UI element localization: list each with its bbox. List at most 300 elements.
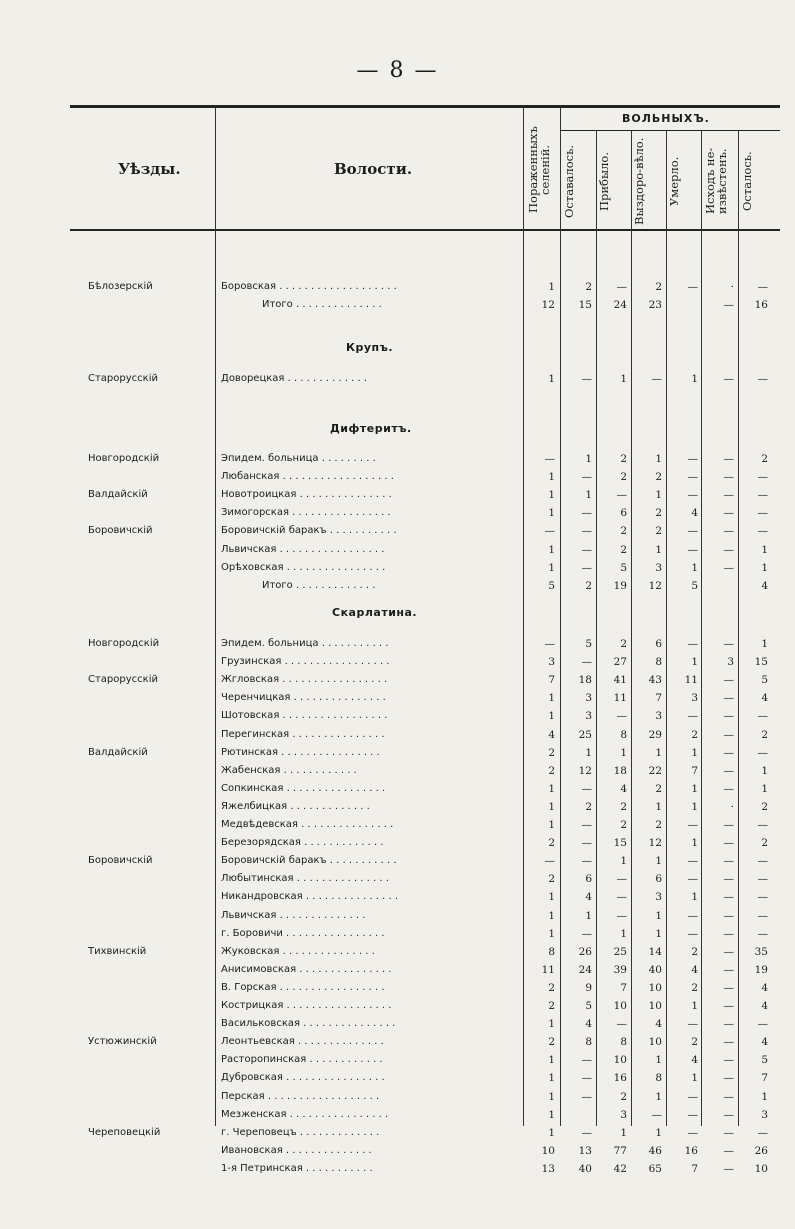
value-cell: 3 bbox=[548, 656, 555, 669]
value-cell: 1 bbox=[691, 1072, 698, 1085]
table-row bbox=[0, 870, 795, 888]
volost-cell: Эпидем. больница . . . . . . . . . . . bbox=[221, 638, 389, 649]
value-cell: 10 bbox=[613, 1000, 627, 1012]
value-cell: 1 bbox=[761, 764, 768, 777]
value-cell: 10 bbox=[648, 981, 662, 994]
value-cell: — bbox=[581, 927, 592, 940]
volost-cell: Никандровская . . . . . . . . . . . . . . . bbox=[221, 891, 399, 903]
value-cell: 2 bbox=[761, 728, 768, 741]
value-cell: 18 bbox=[613, 764, 627, 777]
value-cell: — bbox=[687, 489, 698, 502]
volost-cell: Жуковская . . . . . . . . . . . . . . . bbox=[221, 945, 375, 957]
table-row bbox=[0, 888, 795, 906]
value-cell: — bbox=[723, 891, 734, 904]
table-row bbox=[0, 780, 795, 798]
table-row bbox=[0, 486, 795, 504]
value-cell: — bbox=[723, 489, 734, 502]
value-cell: — bbox=[723, 507, 734, 520]
value-cell: 2 bbox=[655, 507, 662, 520]
volost-cell: Итого . . . . . . . . . . . . . bbox=[262, 579, 376, 591]
value-cell: 2 bbox=[620, 1090, 627, 1103]
value-cell: 5 bbox=[585, 1000, 592, 1012]
value-cell: 5 bbox=[548, 579, 555, 592]
table-row bbox=[0, 907, 795, 925]
value-cell: 7 bbox=[548, 674, 555, 687]
volost-cell: Любанская . . . . . . . . . . . . . . . . . . bbox=[221, 471, 394, 483]
uezd-cell: Новгородскій bbox=[88, 638, 160, 649]
value-cell: 8 bbox=[655, 1072, 662, 1085]
value-cell: 4 bbox=[548, 728, 555, 741]
value-cell: 1 bbox=[655, 1054, 662, 1067]
value-cell: 1 bbox=[655, 927, 662, 940]
value-cell: 14 bbox=[648, 945, 662, 958]
value-cell: 3 bbox=[655, 710, 662, 723]
value-cell: — bbox=[581, 471, 592, 484]
table-row bbox=[0, 370, 795, 388]
table-row bbox=[0, 1033, 795, 1051]
value-cell: — bbox=[723, 1144, 734, 1157]
value-cell: — bbox=[687, 453, 698, 465]
value-cell: 2 bbox=[691, 945, 698, 958]
value-cell: — bbox=[757, 909, 768, 922]
value-cell: 2 bbox=[548, 837, 555, 850]
value-cell: 4 bbox=[761, 579, 768, 592]
value-cell: 2 bbox=[548, 764, 555, 777]
volost-cell: Шотовская . . . . . . . . . . . . . . . . . bbox=[221, 710, 388, 722]
value-cell: 1 bbox=[655, 489, 662, 502]
table-row bbox=[0, 504, 795, 522]
table-row bbox=[0, 468, 795, 486]
value-cell: 1 bbox=[548, 507, 555, 520]
value-cell: — bbox=[723, 674, 734, 687]
value-cell: — bbox=[687, 819, 698, 831]
uezd-cell: Новгородскій bbox=[88, 453, 160, 464]
value-cell: 2 bbox=[761, 837, 768, 850]
value-cell: 1 bbox=[585, 453, 592, 465]
value-cell: — bbox=[723, 1108, 734, 1121]
value-cell: — bbox=[581, 656, 592, 669]
value-cell: — bbox=[723, 1000, 734, 1012]
value-cell: — bbox=[687, 471, 698, 484]
value-cell: 7 bbox=[655, 692, 662, 705]
value-cell: 18 bbox=[578, 674, 592, 687]
table-row bbox=[0, 726, 795, 744]
table-row bbox=[0, 798, 795, 816]
volost-cell: 1-я Петринская . . . . . . . . . . . bbox=[221, 1162, 373, 1174]
uezd-cell: Череповецкій bbox=[88, 1126, 161, 1138]
value-cell: — bbox=[723, 782, 734, 795]
value-cell: 1 bbox=[691, 782, 698, 795]
table-row bbox=[0, 1160, 795, 1178]
value-cell: 1 bbox=[548, 1054, 555, 1067]
value-cell: 8 bbox=[548, 945, 555, 958]
value-cell: 1 bbox=[548, 561, 555, 574]
value-cell: 12 bbox=[648, 579, 662, 592]
table-row bbox=[0, 852, 795, 870]
value-cell: 1 bbox=[620, 927, 627, 940]
value-cell: — bbox=[757, 1126, 768, 1139]
value-cell: — bbox=[687, 1126, 698, 1139]
value-cell: 15 bbox=[754, 656, 768, 669]
value-cell: 12 bbox=[578, 764, 592, 777]
volost-cell: Черенчицкая . . . . . . . . . . . . . . . bbox=[221, 692, 386, 704]
volost-cell: Анисимовская . . . . . . . . . . . . . . . bbox=[221, 963, 392, 975]
value-cell: 1 bbox=[548, 1090, 555, 1103]
volost-cell: Леонтьевская . . . . . . . . . . . . . . bbox=[221, 1036, 384, 1048]
uezd-cell: Валдайскій bbox=[88, 746, 148, 758]
value-cell: — bbox=[581, 782, 592, 795]
value-cell: 7 bbox=[691, 1162, 698, 1175]
value-cell: 2 bbox=[548, 873, 555, 886]
value-cell: 2 bbox=[585, 800, 592, 813]
value-cell: 1 bbox=[691, 800, 698, 813]
value-cell: 2 bbox=[620, 819, 627, 831]
volost-cell: Перегинская . . . . . . . . . . . . . . . bbox=[221, 728, 385, 740]
value-cell: 40 bbox=[648, 963, 662, 976]
table-row bbox=[0, 997, 795, 1015]
header-vyzdorovelo: Выздоро-вѣло. bbox=[632, 137, 646, 225]
table-row bbox=[0, 635, 795, 653]
table-row bbox=[0, 961, 795, 979]
value-cell: — bbox=[757, 525, 768, 538]
value-cell: 2 bbox=[620, 471, 627, 484]
table-row bbox=[0, 1124, 795, 1142]
volost-cell: Львичская . . . . . . . . . . . . . . bbox=[221, 909, 366, 921]
value-cell: 5 bbox=[761, 1054, 768, 1067]
table-row bbox=[0, 744, 795, 762]
value-cell: — bbox=[723, 471, 734, 484]
table-row bbox=[0, 689, 795, 707]
value-cell: — bbox=[757, 891, 768, 904]
value-cell: — bbox=[581, 373, 592, 385]
table-row bbox=[0, 1051, 795, 1069]
value-cell: — bbox=[581, 525, 592, 538]
value-cell: 35 bbox=[754, 945, 768, 958]
value-cell: — bbox=[581, 837, 592, 850]
value-cell: 10 bbox=[648, 1036, 662, 1049]
value-cell: — bbox=[723, 981, 734, 994]
value-cell: 42 bbox=[613, 1162, 627, 1175]
value-cell: 24 bbox=[578, 963, 592, 976]
value-cell: 2 bbox=[691, 728, 698, 741]
value-cell: 3 bbox=[585, 710, 592, 723]
value-cell: 4 bbox=[620, 782, 627, 795]
value-cell: 3 bbox=[727, 656, 734, 669]
value-cell: 1 bbox=[761, 638, 768, 650]
volost-cell: Ивановская . . . . . . . . . . . . . . bbox=[221, 1144, 372, 1156]
table-row bbox=[0, 1015, 795, 1033]
value-cell: — bbox=[544, 638, 555, 650]
value-cell: 6 bbox=[655, 638, 662, 650]
value-cell: 1 bbox=[548, 471, 555, 484]
volost-cell: Новотроицкая . . . . . . . . . . . . . . . bbox=[221, 489, 392, 501]
volost-cell: В. Горская . . . . . . . . . . . . . . . . . bbox=[221, 981, 385, 993]
value-cell: 77 bbox=[613, 1144, 627, 1157]
value-cell: 2 bbox=[655, 525, 662, 538]
uezd-cell: Старорусскій bbox=[88, 373, 158, 384]
value-cell: 8 bbox=[585, 1036, 592, 1049]
value-cell: 1 bbox=[548, 891, 555, 904]
volost-cell: Сопкинская . . . . . . . . . . . . . . . . bbox=[221, 782, 386, 794]
value-cell: 1 bbox=[548, 1072, 555, 1085]
value-cell: — bbox=[723, 1072, 734, 1085]
page-number: — 8 — bbox=[356, 58, 439, 83]
value-cell: 1 bbox=[691, 373, 698, 385]
value-cell: 8 bbox=[655, 656, 662, 669]
value-cell: 1 bbox=[620, 1126, 627, 1139]
value-cell: 10 bbox=[613, 1054, 627, 1067]
value-cell: 1 bbox=[548, 819, 555, 831]
value-cell: — bbox=[723, 837, 734, 850]
volost-cell: Зимогорская . . . . . . . . . . . . . . . . bbox=[221, 507, 391, 519]
value-cell: 24 bbox=[613, 299, 627, 312]
value-cell: 2 bbox=[655, 782, 662, 795]
table-row bbox=[0, 1106, 795, 1124]
value-cell: 10 bbox=[541, 1144, 555, 1157]
uezd-cell: Устюжинскій bbox=[88, 1036, 157, 1048]
value-cell: — bbox=[687, 1108, 698, 1121]
value-cell: 1 bbox=[620, 746, 627, 759]
value-cell: 1 bbox=[548, 281, 555, 293]
value-cell: — bbox=[723, 1162, 734, 1175]
header-volosti: Волости. bbox=[334, 160, 413, 178]
value-cell: 4 bbox=[585, 1018, 592, 1031]
value-cell: — bbox=[687, 525, 698, 538]
volost-cell: Боровичскій баракъ . . . . . . . . . . . bbox=[221, 855, 397, 867]
value-cell: 2 bbox=[655, 819, 662, 831]
value-cell: — bbox=[616, 891, 627, 904]
value-cell: 1 bbox=[620, 373, 627, 385]
table-row bbox=[0, 834, 795, 852]
value-cell: 1 bbox=[548, 782, 555, 795]
value-cell: 26 bbox=[754, 1144, 768, 1157]
group-title-skarlatina: Скарлатина. bbox=[332, 606, 418, 619]
uezd-cell: Боровичскій bbox=[88, 525, 153, 537]
value-cell: — bbox=[723, 873, 734, 886]
value-cell: — bbox=[651, 1108, 662, 1121]
value-cell: 8 bbox=[620, 728, 627, 741]
volost-cell: Рютинская . . . . . . . . . . . . . . . . bbox=[221, 746, 380, 758]
value-cell: — bbox=[757, 489, 768, 502]
value-cell: 27 bbox=[613, 656, 627, 669]
value-cell: 1 bbox=[548, 1018, 555, 1031]
value-cell: 29 bbox=[648, 728, 662, 741]
value-cell: — bbox=[723, 909, 734, 922]
volost-cell: Кострицкая . . . . . . . . . . . . . . . . . bbox=[221, 1000, 392, 1011]
table-row bbox=[0, 707, 795, 725]
value-cell: 6 bbox=[620, 507, 627, 520]
value-cell: 4 bbox=[691, 963, 698, 976]
value-cell: 4 bbox=[585, 891, 592, 904]
value-cell: 26 bbox=[578, 945, 592, 958]
value-cell: 1 bbox=[761, 543, 768, 556]
volost-cell: Грузинская . . . . . . . . . . . . . . . . . bbox=[221, 656, 390, 668]
value-cell: 4 bbox=[691, 507, 698, 520]
volost-cell: Березорядская . . . . . . . . . . . . . bbox=[221, 837, 384, 849]
value-cell: 2 bbox=[761, 800, 768, 813]
volost-cell: Итого . . . . . . . . . . . . . . bbox=[262, 299, 382, 311]
value-cell: — bbox=[757, 281, 768, 293]
volost-cell: Эпидем. больница . . . . . . . . . bbox=[221, 453, 376, 464]
value-cell: — bbox=[616, 489, 627, 502]
value-cell: 1 bbox=[761, 561, 768, 574]
value-cell: 1 bbox=[548, 543, 555, 556]
value-cell: 1 bbox=[655, 855, 662, 868]
value-cell: 22 bbox=[648, 764, 662, 777]
table-row bbox=[0, 979, 795, 997]
value-cell: 4 bbox=[761, 1036, 768, 1049]
value-cell: 1 bbox=[691, 891, 698, 904]
header-ostavalos: Оставалось. bbox=[562, 144, 576, 218]
value-cell: — bbox=[687, 1090, 698, 1103]
value-cell: — bbox=[723, 1054, 734, 1067]
value-cell: — bbox=[723, 963, 734, 976]
value-cell: 3 bbox=[620, 1108, 627, 1121]
value-cell: — bbox=[723, 1126, 734, 1139]
value-cell: 1 bbox=[691, 837, 698, 850]
value-cell: — bbox=[723, 299, 734, 312]
value-cell: — bbox=[723, 855, 734, 868]
value-cell: 1 bbox=[691, 656, 698, 669]
value-cell: — bbox=[687, 873, 698, 886]
value-cell: 23 bbox=[648, 299, 662, 312]
table-row bbox=[0, 762, 795, 780]
volost-cell: Любытинская . . . . . . . . . . . . . . . bbox=[221, 873, 389, 885]
group-title-krup: Крупъ. bbox=[346, 341, 394, 354]
value-cell: 6 bbox=[585, 873, 592, 886]
volnykh-rule bbox=[560, 130, 780, 131]
volost-cell: Мезженская . . . . . . . . . . . . . . . . bbox=[221, 1108, 389, 1120]
value-cell: 1 bbox=[548, 909, 555, 922]
value-cell: 8 bbox=[620, 1036, 627, 1049]
uezd-cell: Тихвинскій bbox=[88, 945, 147, 957]
value-cell: 2 bbox=[691, 981, 698, 994]
value-cell: — bbox=[757, 471, 768, 484]
volost-cell: Доворецкая . . . . . . . . . . . . . bbox=[221, 373, 368, 384]
value-cell: — bbox=[723, 453, 734, 465]
value-cell: — bbox=[581, 561, 592, 574]
value-cell: — bbox=[581, 1126, 592, 1139]
value-cell: 41 bbox=[613, 674, 627, 687]
value-cell: 6 bbox=[655, 873, 662, 886]
value-cell: 25 bbox=[578, 728, 592, 741]
value-cell: 15 bbox=[578, 299, 592, 312]
value-cell: — bbox=[687, 281, 698, 293]
value-cell: — bbox=[544, 525, 555, 538]
table-row bbox=[0, 1069, 795, 1087]
volost-cell: Перская . . . . . . . . . . . . . . . . . . bbox=[221, 1090, 380, 1102]
value-cell: 1 bbox=[620, 855, 627, 868]
value-cell: 1 bbox=[691, 561, 698, 574]
value-cell: 2 bbox=[620, 543, 627, 556]
value-cell: 5 bbox=[620, 561, 627, 574]
value-cell: 2 bbox=[620, 638, 627, 650]
value-cell: — bbox=[723, 728, 734, 741]
value-cell: 11 bbox=[613, 692, 627, 705]
value-cell: — bbox=[723, 373, 734, 385]
value-cell: 16 bbox=[684, 1144, 698, 1157]
value-cell: 4 bbox=[761, 1000, 768, 1012]
table-row bbox=[0, 577, 795, 595]
table-row bbox=[0, 278, 795, 296]
volost-cell: Дубровская . . . . . . . . . . . . . . . . bbox=[221, 1072, 385, 1084]
table-row bbox=[0, 653, 795, 671]
value-cell: 1 bbox=[655, 1126, 662, 1139]
value-cell: 1 bbox=[548, 800, 555, 813]
volost-cell: г. Боровичи . . . . . . . . . . . . . . . . bbox=[221, 927, 385, 939]
value-cell: 7 bbox=[620, 981, 627, 994]
value-cell: 2 bbox=[548, 1036, 555, 1049]
table-row bbox=[0, 1088, 795, 1106]
value-cell: 2 bbox=[548, 746, 555, 759]
value-cell: — bbox=[651, 373, 662, 385]
value-cell: 1 bbox=[548, 1126, 555, 1139]
value-cell: — bbox=[687, 638, 698, 650]
value-cell: — bbox=[723, 1036, 734, 1049]
value-cell: — bbox=[723, 927, 734, 940]
value-cell: — bbox=[757, 855, 768, 868]
value-cell: 4 bbox=[761, 692, 768, 705]
value-cell: — bbox=[581, 1054, 592, 1067]
value-cell: — bbox=[616, 1018, 627, 1031]
value-cell: 1 bbox=[655, 543, 662, 556]
value-cell: — bbox=[723, 945, 734, 958]
volost-cell: Васильковская . . . . . . . . . . . . . . . bbox=[221, 1018, 396, 1030]
value-cell: 7 bbox=[761, 1072, 768, 1085]
value-cell: — bbox=[723, 710, 734, 723]
value-cell: 4 bbox=[691, 1054, 698, 1067]
value-cell: 5 bbox=[691, 579, 698, 592]
value-cell: 1 bbox=[655, 1090, 662, 1103]
volost-cell: Орѣховская . . . . . . . . . . . . . . . . bbox=[221, 561, 386, 573]
value-cell: — bbox=[687, 710, 698, 723]
value-cell: — bbox=[687, 543, 698, 556]
value-cell: 1 bbox=[655, 746, 662, 759]
value-cell: 2 bbox=[761, 453, 768, 465]
value-cell: — bbox=[723, 692, 734, 705]
volost-cell: г. Череповецъ . . . . . . . . . . . . . bbox=[221, 1126, 380, 1138]
value-cell: 2 bbox=[585, 579, 592, 592]
value-cell: 2 bbox=[548, 981, 555, 994]
value-cell: 12 bbox=[648, 837, 662, 850]
value-cell: 1 bbox=[655, 800, 662, 813]
value-cell: 1 bbox=[548, 373, 555, 385]
value-cell: — bbox=[687, 855, 698, 868]
value-cell: 1 bbox=[655, 453, 662, 465]
value-cell: 1 bbox=[691, 746, 698, 759]
value-cell: 2 bbox=[585, 281, 592, 293]
value-cell: 11 bbox=[541, 963, 555, 976]
value-cell: 16 bbox=[613, 1072, 627, 1085]
value-cell: — bbox=[723, 638, 734, 650]
value-cell: 1 bbox=[585, 746, 592, 759]
value-cell: 43 bbox=[648, 674, 662, 687]
value-cell: — bbox=[757, 927, 768, 940]
value-cell: 1 bbox=[691, 1000, 698, 1012]
value-cell: — bbox=[723, 1018, 734, 1031]
table-row bbox=[0, 450, 795, 468]
value-cell: 3 bbox=[655, 891, 662, 904]
value-cell: — bbox=[544, 453, 555, 465]
value-cell: 2 bbox=[655, 471, 662, 484]
value-cell: — bbox=[581, 1090, 592, 1103]
value-cell: 10 bbox=[754, 1162, 768, 1175]
value-cell: — bbox=[581, 819, 592, 831]
value-cell: 7 bbox=[691, 764, 698, 777]
table-row bbox=[0, 1142, 795, 1160]
value-cell: 19 bbox=[613, 579, 627, 592]
value-cell: 2 bbox=[548, 1000, 555, 1012]
